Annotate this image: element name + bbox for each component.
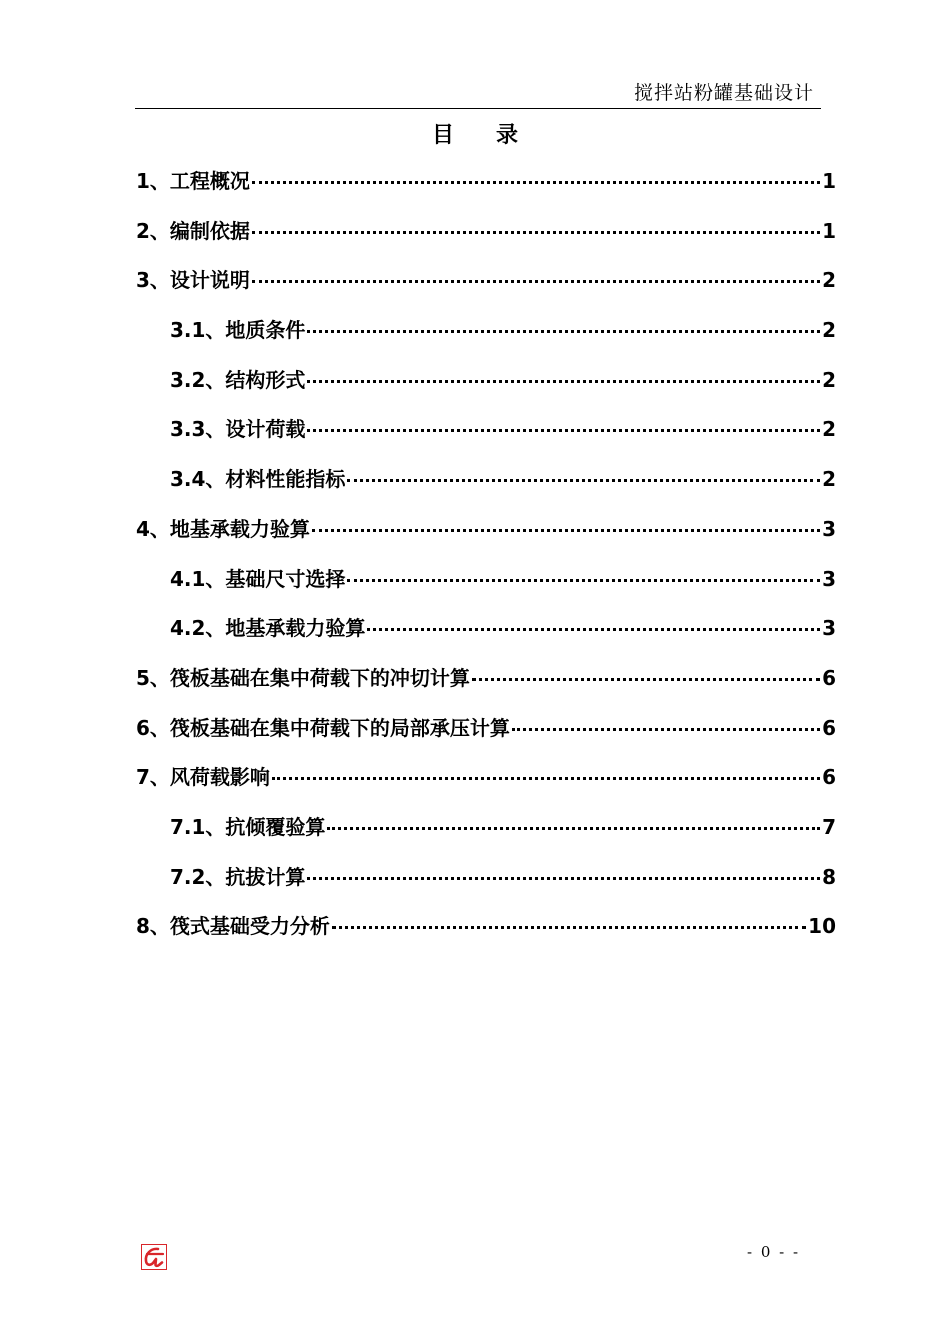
toc-dot-leader	[252, 231, 820, 234]
toc-dot-leader	[327, 827, 820, 830]
toc-entry-label: 7.1、抗倾覆验算	[170, 814, 326, 839]
toc-heading-first: 目	[431, 123, 454, 148]
toc-entry-label: 3.3、设计荷载	[170, 417, 306, 442]
toc-dot-leader	[332, 926, 806, 929]
toc-entry-label: 3.4、材料性能指标	[170, 467, 346, 492]
toc-dot-leader	[272, 777, 820, 780]
toc-dot-leader	[252, 280, 820, 283]
toc-entry[interactable]	[136, 265, 836, 315]
toc-entry-label: 6、筏板基础在集中荷载下的局部承压计算	[136, 715, 510, 740]
toc-entry-label: 7.2、抗拔计算	[170, 864, 306, 889]
toc-dot-leader	[347, 579, 820, 582]
toc-entry[interactable]	[136, 663, 836, 713]
toc-dot-leader	[347, 479, 820, 482]
page-number: - 0 - -	[747, 1243, 801, 1261]
toc-dot-leader	[312, 529, 820, 532]
toc-entry-label: 4、地基承载力验算	[136, 516, 310, 541]
toc-entry-label: 4.2、地基承载力验算	[170, 616, 366, 641]
toc-entry-page: 10	[808, 914, 836, 939]
toc-entry[interactable]	[136, 911, 836, 961]
toc-dot-leader	[307, 429, 820, 432]
toc-subentry[interactable]	[136, 365, 836, 415]
toc-entry-label: 3.2、结构形式	[170, 367, 306, 392]
toc-entry[interactable]	[136, 216, 836, 266]
toc-entry-page: 3	[822, 516, 836, 541]
toc-entry-page: 8	[822, 864, 836, 889]
company-logo-icon	[141, 1244, 167, 1270]
header-divider	[135, 108, 821, 109]
toc-entry-page: 6	[822, 765, 836, 790]
toc-entry[interactable]	[136, 713, 836, 763]
toc-entry-label: 5、筏板基础在集中荷载下的冲切计算	[136, 665, 470, 690]
toc-entry-label: 7、风荷载影响	[136, 765, 270, 790]
toc-entry-label: 3.1、地质条件	[170, 318, 306, 343]
toc-heading-second: 录	[496, 123, 519, 148]
toc-entry-page: 6	[822, 665, 836, 690]
toc-dot-leader	[307, 330, 820, 333]
toc-entry-page: 3	[822, 566, 836, 591]
toc-entry-page: 6	[822, 715, 836, 740]
toc-subentry[interactable]	[136, 315, 836, 365]
toc-subentry[interactable]	[136, 613, 836, 663]
toc-entry-page: 1	[822, 169, 836, 193]
toc-entry-page: 2	[822, 467, 836, 492]
toc-subentry[interactable]	[136, 812, 836, 862]
toc-entry-label: 1、工程概况	[136, 169, 250, 193]
toc-entry-label: 2、编制依据	[136, 218, 250, 243]
toc-entry-page: 3	[822, 616, 836, 641]
toc-entry-page: 2	[822, 268, 836, 293]
toc-subentry[interactable]	[136, 862, 836, 912]
toc-dot-leader	[512, 728, 820, 731]
toc-dot-leader	[367, 628, 820, 631]
toc-dot-leader	[472, 678, 820, 681]
toc-entry-page: 2	[822, 367, 836, 392]
toc-subentry[interactable]	[136, 564, 836, 614]
toc-entry-page: 2	[822, 318, 836, 343]
toc-dot-leader	[307, 380, 820, 383]
toc-entry-page: 7	[822, 814, 836, 839]
table-of-contents	[136, 166, 836, 961]
toc-entry-page: 2	[822, 417, 836, 442]
toc-entry-label: 4.1、基础尺寸选择	[170, 566, 346, 591]
document-title: 搅拌站粉罐基础设计	[633, 82, 814, 104]
toc-subentry[interactable]	[136, 464, 836, 514]
toc-entry[interactable]	[136, 514, 836, 564]
toc-entry-label: 8、筏式基础受力分析	[136, 914, 330, 939]
toc-entry-page: 1	[822, 218, 836, 243]
toc-dot-leader	[307, 877, 820, 880]
toc-entry[interactable]	[136, 762, 836, 812]
toc-subentry[interactable]	[136, 414, 836, 464]
toc-entry-label: 3、设计说明	[136, 268, 250, 293]
toc-entry[interactable]	[136, 166, 836, 216]
toc-heading	[0, 118, 950, 149]
toc-dot-leader	[252, 181, 820, 184]
